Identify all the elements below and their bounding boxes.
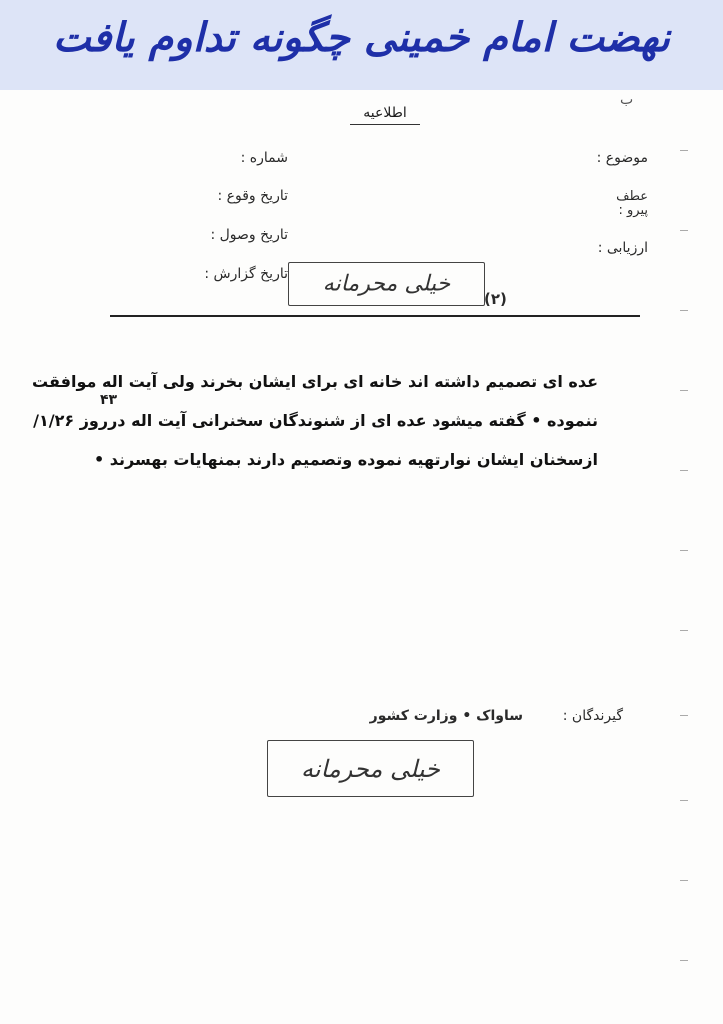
recipients-value: ساواک • وزارت کشور (369, 708, 523, 724)
edge-tick (680, 960, 688, 961)
corner-mark: ب (620, 92, 634, 108)
header-divider (110, 315, 640, 317)
document-title: اطلاعیه (363, 105, 407, 121)
edge-tick (680, 715, 688, 716)
page-number: ۴۳ (100, 392, 118, 408)
edge-tick (680, 630, 688, 631)
banner-title: نهضت امام خمینی چگونه تداوم یافت (52, 14, 671, 61)
body-line-1: عده ای تصمیم داشته اند خانه ای برای ایشان بخرند ولی آیت اله موافقت (32, 372, 598, 391)
body-line-2: ننموده • گفته میشود عده ای از شنوندگان سخنرانی آیت اله درروز ۱/۲۶/ (33, 411, 598, 430)
confidential-stamp-bottom: خیلی محرمانه (267, 740, 474, 797)
edge-tick (680, 550, 688, 551)
edge-tick (680, 390, 688, 391)
edge-tick (680, 150, 688, 151)
number-label: شماره : (240, 150, 288, 166)
document-page (0, 90, 723, 1024)
report-date-label: تاریخ گزارش : (204, 266, 288, 282)
evaluation-label: ارزیابی : (597, 240, 648, 256)
recipients-label: گیرندگان : (562, 708, 623, 724)
edge-tick (680, 880, 688, 881)
reference-label: عطف پیرو : (616, 189, 648, 218)
edge-tick (680, 230, 688, 231)
receipt-date-label: تاریخ وصول : (210, 227, 288, 243)
edge-tick (680, 470, 688, 471)
edge-tick (680, 310, 688, 311)
edge-tick (680, 800, 688, 801)
confidential-stamp-top: خیلی محرمانه (288, 262, 485, 306)
occurrence-date-label: تاریخ وقوع : (217, 188, 288, 204)
title-underline (350, 124, 420, 125)
body-line-3: ازسخنان ایشان نوارتهیه نموده وتصمیم دارند بمنهایات بهسرند • (93, 450, 598, 469)
banner (0, 0, 723, 90)
report-index: (۲) (484, 290, 507, 308)
subject-label: موضوع : (596, 150, 648, 166)
